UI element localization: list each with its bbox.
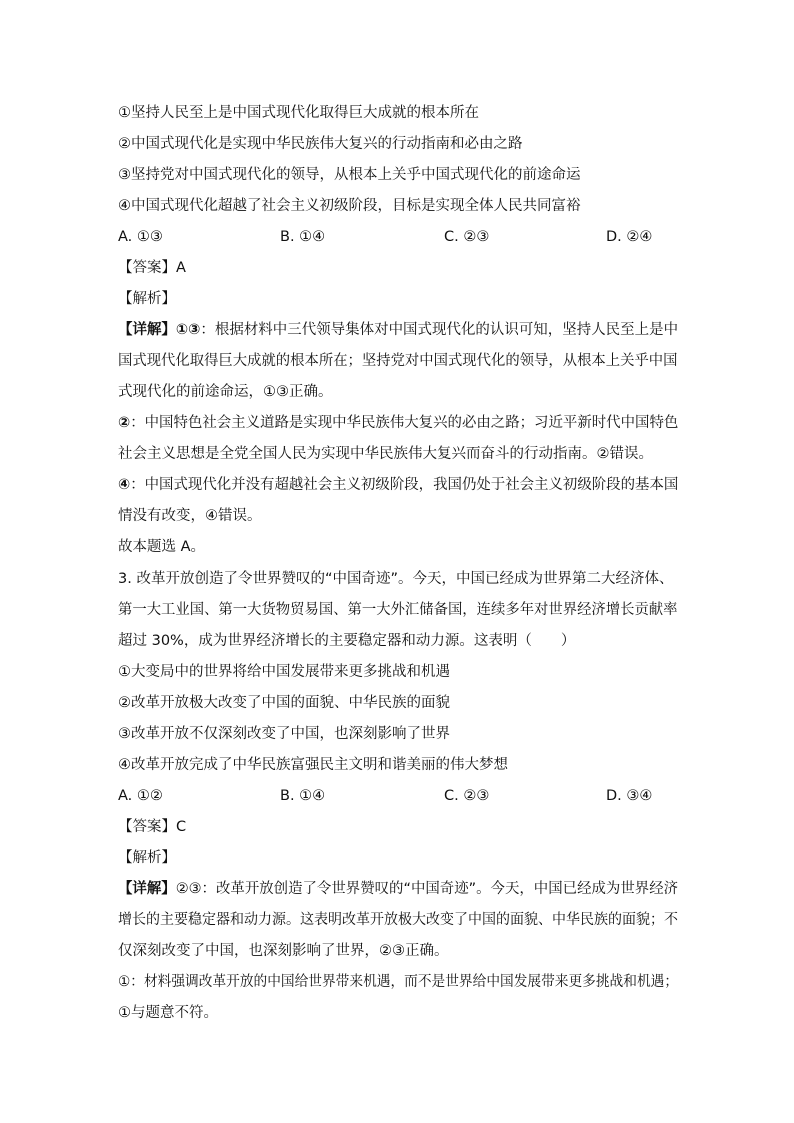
q2-option-a: A. ①③ (118, 229, 163, 245)
q2-detail-key: ①③ (175, 322, 201, 338)
q3-statement-4: ④改革开放完成了中华民族富强民主文明和谐美丽的伟大梦想 (118, 757, 508, 773)
q3-analysis-title: 【解析】 (118, 850, 176, 866)
q2-statement-1: ①坚持人民至上是中国式现代化取得巨大成就的根本所在 (118, 105, 479, 121)
q3-detail-line-5: ①与题意不符。 (118, 1005, 218, 1021)
q3-statement-1: ①大变局中的世界将给中国发展带来更多挑战和机遇 (118, 664, 450, 680)
q2-detail-line-1 (118, 321, 678, 339)
q3-statement-2: ②改革开放极大改变了中国的面貌、中华民族的面貌 (118, 695, 450, 711)
q2-point-2-line-1 (118, 414, 678, 432)
q3-options (118, 787, 678, 805)
q3-statement-3: ③改革开放不仅深刻改变了中国，也深刻影响了世界 (118, 726, 450, 742)
q2-option-d: D. ②④ (606, 229, 653, 245)
q2-point-2-line-2: 社会主义思想是全党全国人民为实现中华民族伟大复兴而奋斗的行动指南。②错误。 (118, 446, 653, 462)
q3-detail-text-1: ②③：改革开放创造了令世界赞叹的“中国奇迹”。今天，中国已经成为世界经济 (175, 881, 679, 897)
q3-detail-line-2: 增长的主要稳定器和动力源。这表明改革开放极大改变了中国的面貌、中华民族的面貌；不 (118, 912, 678, 928)
q2-point-2-text-1: ：中国特色社会主义道路是实现中华民族伟大复兴的必由之路；习近平新时代中国特色 (130, 415, 679, 431)
q3-option-c: C. ②③ (444, 788, 490, 804)
q3-answer: 【答案】C (118, 819, 187, 835)
q2-point-4-line-2: 情没有改变，④错误。 (118, 508, 262, 524)
q3-detail-line-4: ①：材料强调改革开放的中国给世界带来机遇，而不是世界给中国发展带来更多挑战和机遇； (118, 974, 679, 990)
q2-statement-2: ②中国式现代化是实现中华民族伟大复兴的行动指南和必由之路 (118, 136, 523, 152)
q2-point-4-line-1 (118, 476, 678, 494)
q2-point-4-key: ④ (118, 477, 131, 493)
q2-conclusion: 故本题选 A。 (118, 539, 206, 555)
q3-stem-line-1: 3. 改革开放创造了令世界赞叹的“中国奇迹”。今天，中国已经成为世界第二大经济体、 (118, 571, 674, 587)
q3-detail-label: 【详解】 (118, 881, 176, 897)
q2-detail-label: 【详解】 (118, 322, 176, 338)
q2-analysis-title: 【解析】 (118, 291, 176, 307)
q2-detail-line-2: 国式现代化取得巨大成就的根本所在；坚持党对中国式现代化的领导，从根本上关乎中国 (118, 353, 678, 369)
q2-answer: 【答案】A (118, 260, 186, 276)
q2-point-2-key: ② (118, 415, 131, 431)
q3-option-d: D. ③④ (606, 788, 653, 804)
q2-options (118, 228, 678, 246)
q3-stem-line-3: 超过 30%，成为世界经济增长的主要稳定器和动力源。这表明（ ） (118, 633, 576, 649)
q2-point-4-text-1: ：中国式现代化并没有超越社会主义初级阶段，我国仍处于社会主义初级阶段的基本国 (130, 477, 679, 493)
q3-stem-line-2: 第一大工业国、第一大货物贸易国、第一大外汇储备国，连续多年对世界经济增长贡献率 (118, 602, 678, 618)
q3-detail-line-3: 仅深刻改变了中国，也深刻影响了世界，②③正确。 (118, 943, 449, 959)
q2-detail-text-1: ：根据材料中三代领导集体对中国式现代化的认识可知，坚持人民至上是中 (200, 322, 679, 338)
q2-statement-4: ④中国式现代化超越了社会主义初级阶段，目标是实现全体人民共同富裕 (118, 198, 581, 214)
q3-detail-line-1 (118, 880, 678, 898)
q3-option-b: B. ①④ (280, 788, 326, 804)
q2-option-c: C. ②③ (444, 229, 490, 245)
q2-statement-3: ③坚持党对中国式现代化的领导，从根本上关乎中国式现代化的前途命运 (118, 167, 581, 183)
q2-detail-line-3: 式现代化的前途命运，①③正确。 (118, 384, 333, 400)
q3-option-a: A. ①② (118, 788, 163, 804)
q2-option-b: B. ①④ (280, 229, 326, 245)
